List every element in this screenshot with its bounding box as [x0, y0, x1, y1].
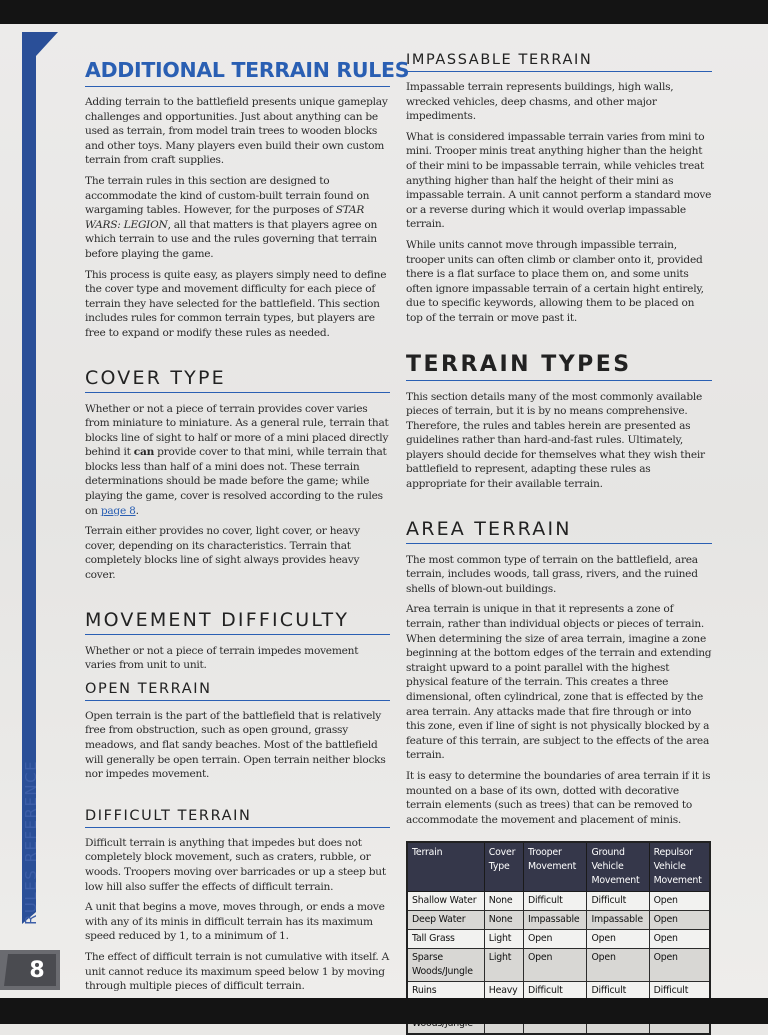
table-cell: Open — [649, 911, 710, 930]
table-header-cell: Cover Type — [484, 842, 523, 892]
table-row — [407, 930, 710, 949]
intro-paragraph-3: This process is quite easy, as players simply need to define the cover type and movement difficulty for each piece of terrain they have selected for the battlefield. This section includes rules for common terrain types, but players are free to expand or modify these rules as needed. — [85, 268, 387, 339]
impassable-paragraph-2: What is considered impassable terrain varies from mini to mini. Trooper minis treat anything higher than the height of their mini to be impassable terrain, while vehicles treat anything higher than half the height of their mini as impassable terrain. A unit cannot perform a standard move or a reverse during which it would overlap impassable terrain. — [406, 130, 712, 231]
table-cell: Difficult — [524, 982, 587, 1001]
bottom-black-border — [0, 998, 768, 1024]
table-cell: Ruins — [407, 982, 484, 1001]
game-title-italic: STAR WARS: LEGION — [85, 204, 365, 231]
table-cell: Open — [587, 949, 649, 982]
impassable-terrain-heading: IMPASSABLE TERRAIN — [406, 52, 712, 72]
table-header-cell: Terrain — [407, 842, 484, 892]
intro-paragraph-1: Adding terrain to the battlefield presents unique gameplay challenges and opportunities. Just about anything can be used as terrain, from model train trees to wooden blocks and other toys. Many players even build their own custom terrain from craft supplies. — [85, 96, 388, 167]
spacer — [406, 498, 712, 518]
table-cell: Open — [524, 930, 587, 949]
area-paragraph-1: The most common type of terrain on the battlefield, area terrain, includes woods, tall grass, rivers, and the ruined shells of blown-out buildings. — [406, 553, 698, 595]
difficult-paragraph-1: Difficult terrain is anything that impedes but does not completely block movement, such as craters, rubble, or woods. Troopers moving over barricades or up a steep but low hill also suffer the effects of difficult terrain. — [85, 836, 386, 893]
impassable-paragraph-3: While units cannot move through impassible terrain, trooper units can often climb or clamber onto it, provided there is a flat surface to place them on, and some units often ignore impassable terrain of a certain hight entirely, due to specific keywords, allowing them to be placed on top of the terrain or move past it. — [406, 238, 704, 324]
table-cell: Open — [649, 949, 710, 982]
left-column — [85, 58, 410, 1000]
table-cell: Difficult — [649, 982, 710, 1001]
intro-p2-text-a: The terrain rules in this section are designed to accommodate the kind of custom-built terrain found on wargaming tables. However, for the purposes of — [85, 174, 370, 217]
cover-p1-c: . — [135, 504, 139, 517]
spacer — [85, 788, 390, 808]
table-row — [407, 892, 710, 911]
table-cell: Open — [587, 930, 649, 949]
table-row — [407, 949, 710, 982]
cover-p1-bold: can — [133, 446, 155, 459]
table-row — [407, 911, 710, 930]
area-paragraph-2: Area terrain is unique in that it represents a zone of terrain, rather than individual objects or pieces of terrain. When determining the size of area terrain, imagine a zone beginning at the bottom edges of the terrain and extending straight upward to a point parallel with the highest physical feature of the terrain. This creates a three dimensional, often cylindrical, zone that is effected by the area terrain. Any attacks made that fire through or into this zone, even if line of sight is not physically blocked by a feature of this terrain, are subject to the effects of the area terrain. — [406, 603, 712, 762]
top-black-border — [0, 0, 768, 24]
terrain-types-heading: TERRAIN TYPES — [406, 352, 712, 381]
table-header-cell: Repulsor Vehicle Movement — [649, 842, 710, 892]
area-terrain-heading: AREA TERRAIN — [406, 518, 712, 544]
table-cell: Tall Grass — [407, 930, 484, 949]
table-cell: Deep Water — [407, 911, 484, 930]
table-cell: Shallow Water — [407, 892, 484, 911]
intro-p2-text-b: , all that matters is that players agree on which terrain to use and the rules governing that terrain before playing the game. — [85, 218, 378, 260]
table-cell: Difficult — [587, 982, 649, 1001]
page-8-link[interactable]: page 8 — [100, 504, 136, 517]
table-cell: Open — [649, 930, 710, 949]
movement-paragraph: Whether or not a piece of terrain impedes movement varies from unit to unit. — [85, 644, 359, 672]
table-cell: Light — [484, 949, 523, 982]
table-header-cell: Trooper Movement — [524, 842, 587, 892]
spacer — [85, 347, 390, 367]
spacer — [85, 589, 390, 609]
difficult-terrain-heading: DIFFICULT TERRAIN — [85, 808, 390, 828]
open-terrain-paragraph: Open terrain is the part of the battlefield that is relatively free from obstruction, such as open ground, grassy meadows, and flat sandy beaches. Most of the battlefield will generally be open terrain. Open terrain neither blocks nor impedes movement. — [85, 709, 386, 781]
table-cell: Impassable — [587, 911, 649, 930]
table-cell: Difficult — [587, 892, 649, 911]
right-column — [406, 52, 712, 1035]
table-cell: None — [484, 892, 523, 911]
rail-section-label: RULES REFERENCE — [22, 759, 40, 925]
area-paragraph-3: It is easy to determine the boundaries of area terrain if it is mounted on a base of its own, dotted with decorative terrain elements (such as trees) that can be removed to accommodate the movement and placement of minis. — [406, 769, 711, 826]
impassable-paragraph-1: Impassable terrain represents buildings, high walls, wrecked vehicles, deep chasms, and other major impediments. — [406, 81, 674, 123]
table-cell: None — [484, 911, 523, 930]
cover-paragraph-1 — [85, 402, 390, 519]
table-cell: Sparse Woods/Jungle — [407, 949, 484, 982]
table-cell: Light — [484, 930, 523, 949]
spacer — [406, 332, 712, 352]
movement-difficulty-heading: MOVEMENT DIFFICULTY — [85, 609, 390, 635]
table-cell: Impassable — [524, 911, 587, 930]
cover-type-heading: COVER TYPE — [85, 367, 390, 393]
cover-p1-a: Whether or not a piece of terrain provides cover varies from miniature to miniature. As a general rule, terrain that blocks line of sight to half or more of a mini placed directly behind it — [85, 402, 389, 459]
difficult-paragraph-2: A unit that begins a move, moves through, or ends a move with any of its minis in difficult terrain has its maximum speed reduced by 1, to a minimum of 1. — [85, 901, 385, 943]
page-title: ADDITIONAL TERRAIN RULES — [85, 58, 390, 87]
difficult-paragraph-3: The effect of difficult terrain is not cumulative with itself. A unit cannot reduce its maximum speed below 1 by moving through multiple pieces of difficult terrain. — [85, 950, 390, 993]
page-number: 8 — [29, 958, 45, 983]
table-cell: Difficult — [524, 892, 587, 911]
table-header-row — [407, 842, 710, 892]
intro-paragraph-2 — [85, 174, 390, 262]
table-cell: Heavy — [484, 982, 523, 1001]
table-cell: Open — [524, 949, 587, 982]
table-cell: Open — [649, 892, 710, 911]
table-header-cell: Ground Vehicle Movement — [587, 842, 649, 892]
cover-p1-b: provide cover to that mini, while terrain that blocks less than half of a mini does not. These terrain determinations should be made before the game; while playing the game, cover is resolved according to the rules on — [85, 446, 387, 517]
open-terrain-heading: OPEN TERRAIN — [85, 681, 390, 701]
cover-paragraph-2: Terrain either provides no cover, light cover, or heavy cover, depending on its characteristics. Terrain that completely blocks line of sight always provides heavy cover. — [85, 525, 360, 582]
terrain-types-paragraph: This section details many of the most commonly available pieces of terrain, but it is by no means comprehensive. Therefore, the rules and tables herein are presented as guidelines rather than hard-and-fast rules. Ultimately, players should decide for themselves what they wish their battlefield to represent, adapting these rules as appropriate for their available terrain. — [406, 390, 705, 491]
